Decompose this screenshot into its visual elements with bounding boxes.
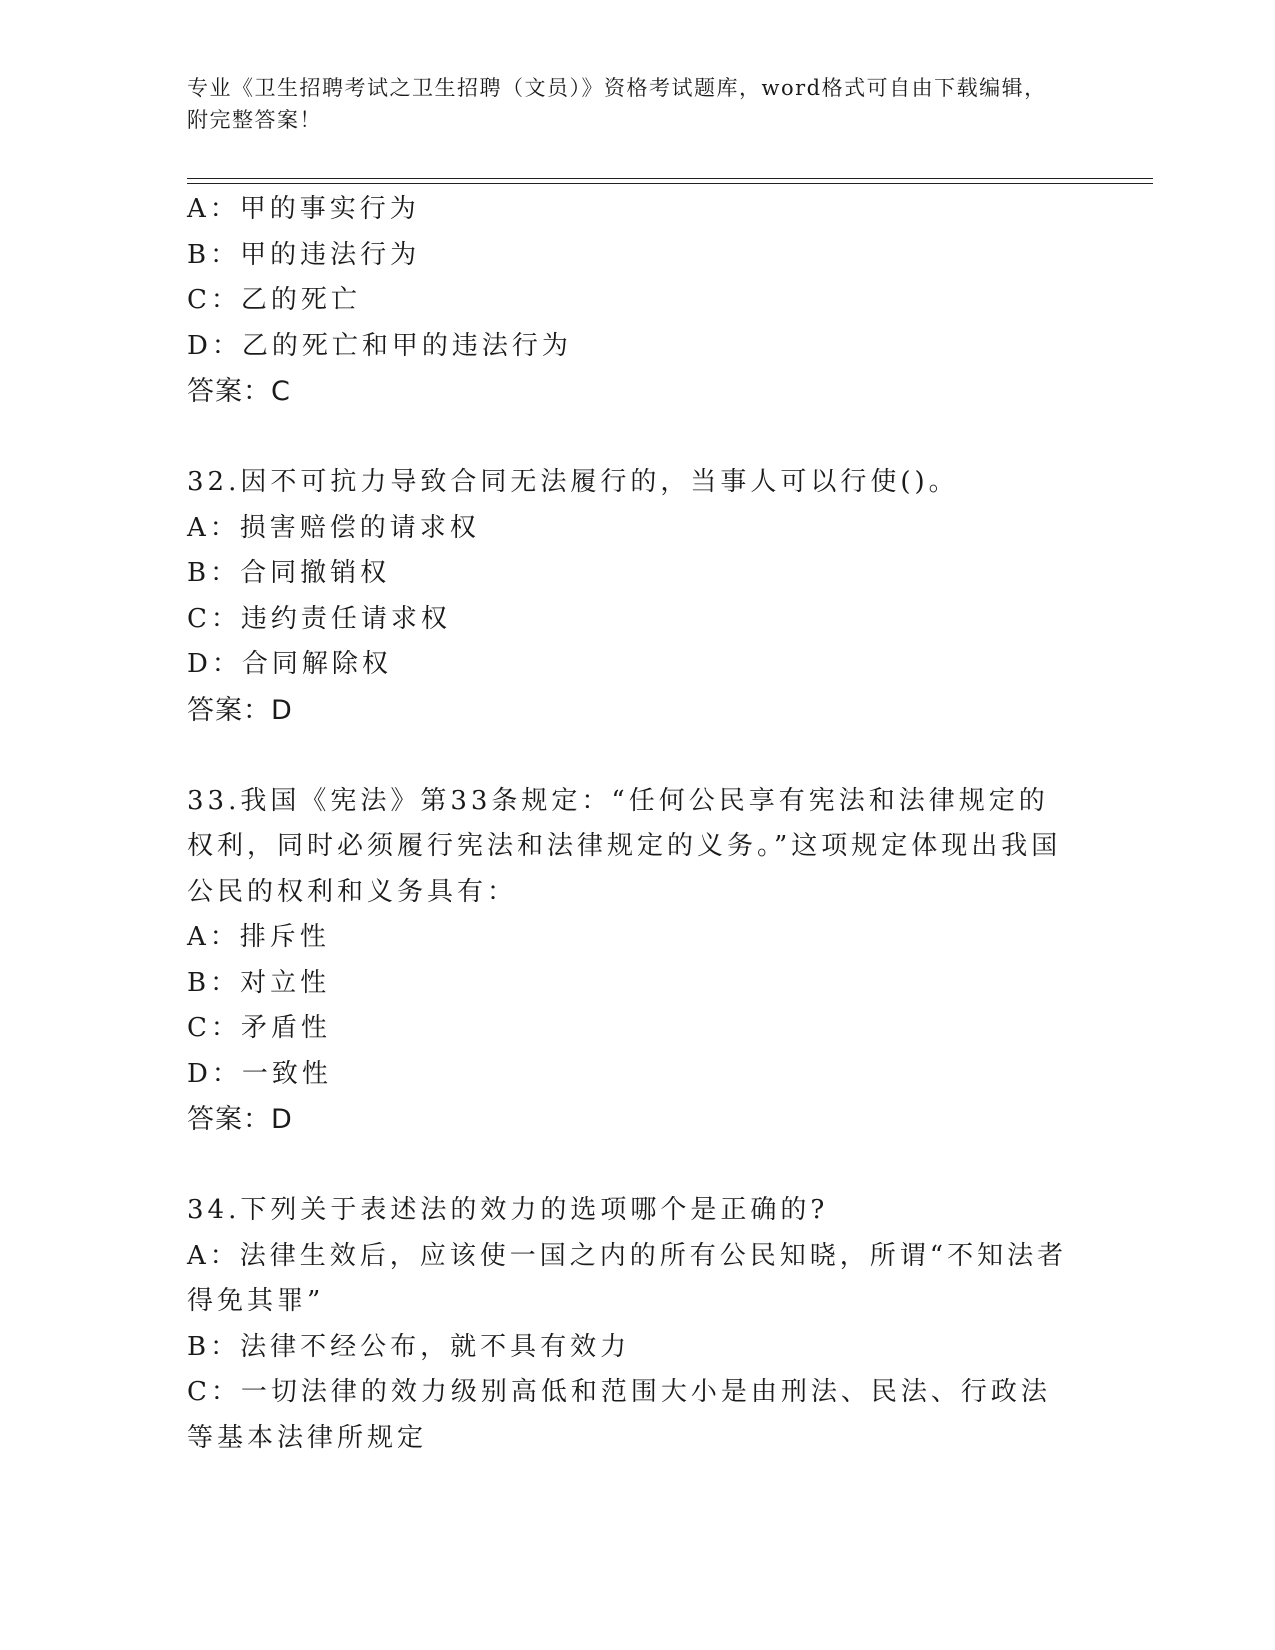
option-b: B：对立性 <box>187 967 331 998</box>
option-b: B：甲的违法行为 <box>187 239 421 270</box>
document-header: 专业《卫生招聘考试之卫生招聘（文员）》资格考试题库，word格式可自由下载编辑，附完整答案！ <box>187 76 1047 132</box>
question-34 <box>187 1188 1087 1461</box>
option-a: A：甲的事实行为 <box>187 194 420 224</box>
option-a: A：损害赔偿的请求权 <box>187 512 480 543</box>
answer-label: 答案：C <box>187 376 291 407</box>
question-spacer <box>187 415 1087 461</box>
option-d: D：乙的死亡和甲的违法行为 <box>187 330 572 361</box>
question-33 <box>187 779 1087 1143</box>
header-divider-top <box>187 178 1153 179</box>
question-stem: 34.下列关于表述法的效力的选项哪个是正确的? <box>187 1195 829 1225</box>
option-c: C：矛盾性 <box>187 1013 331 1043</box>
header-divider-bottom <box>187 183 1153 184</box>
option-d: D：一致性 <box>187 1058 332 1089</box>
question-list <box>187 187 1087 1461</box>
option-c: C：乙的死亡 <box>187 285 361 315</box>
answer-label: 答案：D <box>187 1104 293 1135</box>
option-b: B：法律不经公布，就不具有效力 <box>187 1331 631 1362</box>
question-32 <box>187 460 1087 733</box>
question-stem: 32.因不可抗力导致合同无法履行的，当事人可以行使()。 <box>187 467 959 497</box>
option-a: A：法律生效后，应该使一国之内的所有公民知晓，所谓“不知法者得免其罪” <box>187 1240 1068 1316</box>
answer-label: 答案：D <box>187 694 293 726</box>
question-spacer <box>187 733 1087 779</box>
question-31 <box>187 187 1087 415</box>
question-spacer <box>187 1143 1087 1189</box>
option-b: B：合同撤销权 <box>187 558 391 588</box>
option-a: A：排斥性 <box>187 922 330 952</box>
option-c: C：违约责任请求权 <box>187 603 451 634</box>
option-d: D：合同解除权 <box>187 649 392 679</box>
option-c: C：一切法律的效力级别高低和范围大小是由刑法、民法、行政法等基本法律所规定 <box>187 1377 1051 1453</box>
question-stem: 33.我国《宪法》第33条规定：“任何公民享有宪法和法律规定的权利，同时必须履行宪法和法律规定的义务。”这项规定体现出我国公民的权利和义务具有： <box>187 785 1062 907</box>
